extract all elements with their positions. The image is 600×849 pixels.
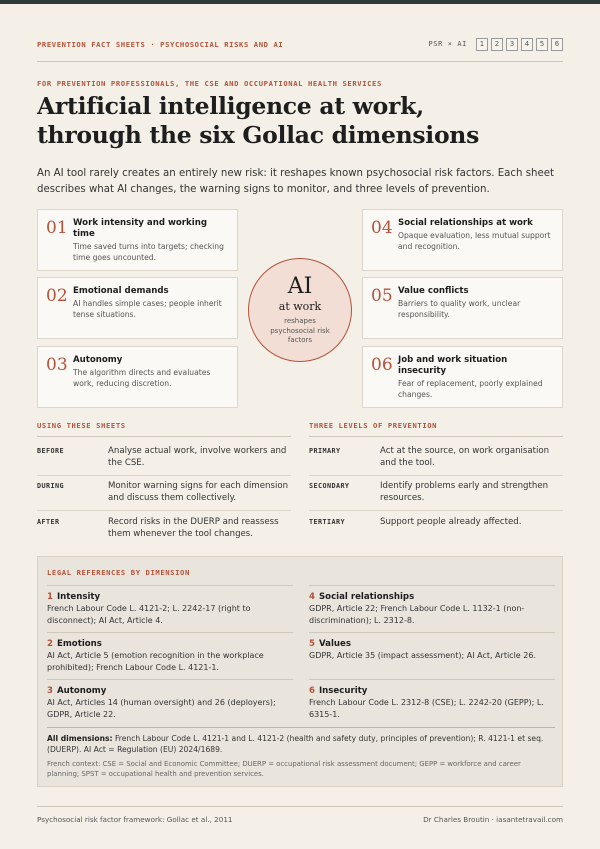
dimension-card-2[interactable]	[37, 277, 238, 339]
legal-divider	[47, 632, 293, 633]
intro-paragraph: An AI tool rarely creates an entirely new risk: it reshapes known psychosocial risk factors. Each sheet describes what AI changes, the warning signs to monitor, and three levels of prevention.	[37, 168, 554, 195]
dimension-card-1[interactable]	[37, 209, 238, 271]
ref-number: 6	[309, 686, 315, 696]
ref-text: GDPR, Article 22; French Labour Code L. 1132-1 (non-discrimination); L. 2312-8.	[309, 604, 525, 625]
all-dimensions-text: French Labour Code L. 4121-1 and L. 4121-2 (health and safety duty, principles of prevention); R. 4121-1 et seq. (DUERP). AI Act = Regulation (EU) 2024/1689.	[47, 734, 544, 754]
page-link-4[interactable]: 4	[521, 38, 533, 51]
dimension-desc: Time saved turns into targets; checking time goes uncounted.	[73, 242, 224, 262]
dimension-number: 03	[46, 355, 68, 375]
legal-divider	[309, 632, 555, 633]
ref-text: French Labour Code L. 2312-8 (CSE); L. 2242-20 (GEPP); L. 6315-1.	[309, 698, 544, 719]
row-key: AFTER	[37, 518, 60, 526]
header-divider	[37, 61, 563, 62]
ref-number: 5	[309, 639, 315, 649]
row-text: Support people already affected.	[380, 517, 522, 527]
ref-text: French Labour Code L. 4121-2; L. 2242-17 (right to disconnect); AI Act, Article 4.	[47, 604, 251, 625]
dimension-title: Social relationships at work	[398, 218, 533, 228]
row-key: DURING	[37, 482, 64, 490]
dimension-number: 02	[46, 286, 68, 306]
footer-framework: Psychosocial risk factor framework: Gollac et al., 2011	[37, 815, 233, 824]
series-title: PREVENTION FACT SHEETS · PSYCHOSOCIAL RISKS AND AI	[37, 39, 284, 49]
footer-author: Dr Charles Broutin · iasantetravail.com	[423, 815, 563, 824]
legal-heading: LEGAL REFERENCES BY DIMENSION	[47, 568, 190, 577]
ref-title: Values	[318, 639, 351, 649]
row-text: Identify problems early and strengthen resources.	[380, 481, 549, 503]
french-context-note: French context: CSE = Social and Economic Committee; DUERP = occupational risk assessment document; GEPP = workforce and career planning; SPST = occupational health and prevention services.	[47, 760, 521, 778]
legal-divider	[309, 679, 555, 680]
using-row-during	[37, 480, 291, 504]
legal-ref-1	[47, 591, 293, 626]
row-text: Record risks in the DUERP and reassess them whenever the tool changes.	[108, 517, 279, 539]
level-row-primary	[309, 445, 563, 469]
page-title	[37, 92, 557, 150]
dimension-desc: AI handles simple cases; people inherit tense situations.	[73, 299, 222, 319]
row-divider	[309, 510, 563, 511]
footer-divider	[37, 806, 563, 807]
legal-ref-3	[47, 685, 293, 720]
header	[37, 34, 563, 54]
dimension-number: 05	[371, 286, 393, 306]
audience-kicker: FOR PREVENTION PROFESSIONALS, THE CSE AND OCCUPATIONAL HEALTH SERVICES	[37, 79, 382, 88]
dimension-title: Work intensity and working time	[73, 218, 207, 239]
page-nav	[428, 38, 563, 51]
dimension-number: 01	[46, 218, 68, 238]
ai-hub-circle	[248, 258, 352, 362]
title-line-1: Artificial intelligence at work,	[37, 92, 424, 120]
row-divider	[309, 475, 563, 476]
row-key: TERTIARY	[309, 518, 345, 526]
row-key: SECONDARY	[309, 482, 350, 490]
legal-divider	[47, 585, 293, 586]
hub-ai-label: AI	[287, 274, 313, 299]
dimension-desc: Opaque evaluation, less mutual support and recognition.	[398, 231, 551, 251]
row-key: BEFORE	[37, 447, 64, 455]
legal-ref-2	[47, 638, 293, 673]
dimension-number: 06	[371, 355, 393, 375]
page-link-1[interactable]: 1	[476, 38, 488, 51]
row-text: Act at the source, on work organisation and the tool.	[380, 446, 550, 468]
series-tag: PSR × AI	[428, 40, 467, 48]
using-divider	[37, 436, 291, 437]
ref-text: AI Act, Articles 14 (human oversight) and 26 (deployers); GDPR, Article 22.	[47, 698, 276, 719]
legal-ref-4	[309, 591, 555, 626]
dimension-title: Value conflicts	[398, 286, 469, 296]
ref-title: Insecurity	[318, 686, 368, 696]
dimension-card-6[interactable]	[362, 346, 563, 408]
row-text: Monitor warning signs for each dimension and discuss them collectively.	[108, 481, 289, 503]
ref-title: Intensity	[56, 592, 101, 602]
row-key: PRIMARY	[309, 447, 341, 455]
dimension-number: 04	[371, 218, 393, 238]
row-divider	[37, 510, 291, 511]
ref-number: 4	[309, 592, 315, 602]
legal-references-panel	[37, 556, 563, 787]
row-divider	[37, 475, 291, 476]
ref-number: 1	[47, 592, 53, 602]
page-link-2[interactable]: 2	[491, 38, 503, 51]
legal-divider	[47, 679, 293, 680]
levels-divider	[309, 436, 563, 437]
ref-text: GDPR, Article 35 (impact assessment); AI Act, Article 26.	[309, 651, 536, 660]
using-row-after	[37, 516, 291, 540]
ref-title: Emotions	[56, 639, 102, 649]
dimension-card-3[interactable]	[37, 346, 238, 408]
legal-ref-6	[309, 685, 555, 720]
dimension-desc: The algorithm directs and evaluates work, reducing discretion.	[73, 368, 211, 388]
all-dimensions-label: All dimensions:	[47, 734, 113, 743]
legal-divider	[309, 585, 555, 586]
all-dimensions-note	[47, 733, 552, 755]
dimension-title: Job and work situation insecurity	[398, 355, 508, 376]
levels-heading: THREE LEVELS OF PREVENTION	[309, 421, 438, 430]
ref-number: 2	[47, 639, 53, 649]
dimension-card-4[interactable]	[362, 209, 563, 271]
page-link-3[interactable]: 3	[506, 38, 518, 51]
hub-at-work: at work	[278, 300, 322, 313]
title-line-2: through the six Gollac dimensions	[37, 121, 480, 149]
using-row-before	[37, 445, 291, 469]
page-link-6[interactable]: 6	[551, 38, 563, 51]
ref-text: AI Act, Article 5 (emotion recognition in the workplace prohibited); French Labour Code L. 4121-1.	[47, 651, 264, 672]
dimension-title: Emotional demands	[73, 286, 169, 296]
using-heading: USING THESE SHEETS	[37, 421, 126, 430]
top-bar	[0, 0, 600, 4]
ref-number: 3	[47, 686, 53, 696]
dimension-card-5[interactable]	[362, 277, 563, 339]
page-link-5[interactable]: 5	[536, 38, 548, 51]
level-row-secondary	[309, 480, 563, 504]
dimension-desc: Fear of replacement, poorly explained changes.	[398, 379, 543, 399]
dimension-desc: Barriers to quality work, unclear responsibility.	[398, 299, 521, 319]
level-row-tertiary	[309, 516, 563, 528]
ref-title: Social relationships	[318, 592, 415, 602]
row-text: Analyse actual work, involve workers and the CSE.	[108, 446, 287, 468]
dimension-title: Autonomy	[73, 355, 123, 365]
hub-subtitle: reshapes psychosocial risk factors	[270, 317, 330, 344]
ref-title: Autonomy	[56, 686, 107, 696]
legal-ref-5	[309, 638, 555, 662]
legal-divider	[47, 727, 555, 728]
